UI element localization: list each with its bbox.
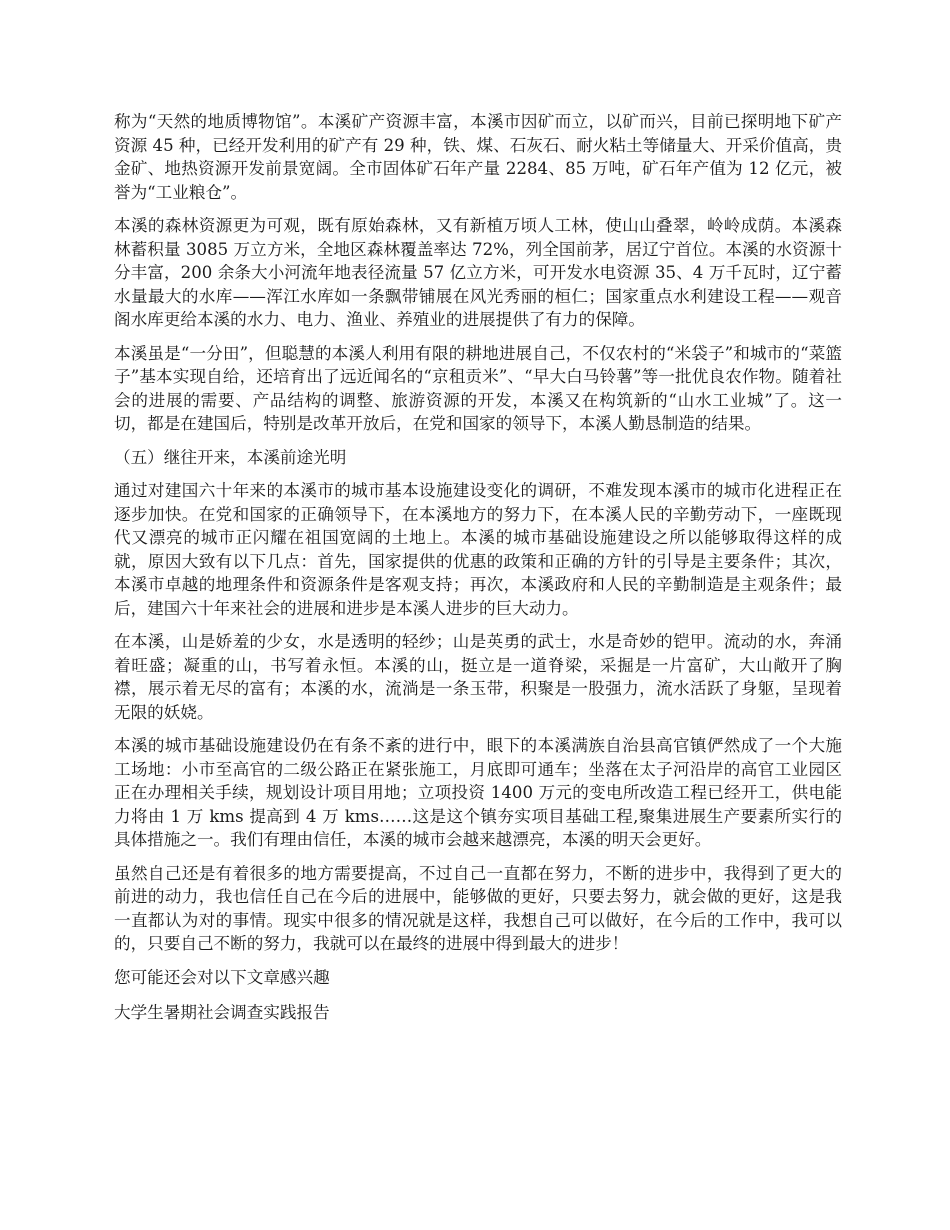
paragraph-urbanization: 通过对建国六十年来的本溪市的城市基本设施建设变化的调研，不难发现本溪市的城市化进程正在逐步加快。在党和国家的正确领导下，在本溪地方的努力下，在本溪人民的辛勤劳动下，一座既现代又漂亮的城市正闪耀在祖国宽阔的土地上。本溪的城市基础设施建设之所以能够取得这样的成就，原因大致有以下几点：首先，国家提供的优惠的政策和正确的方针的引导是主要条件；其次，本溪市卓越的地理条件和资源条件是客观支持；再次，本溪政府和人民的辛勤制造是主观条件；最后，建国六十年来社会的进展和进步是本溪人进步的巨大动力。	[114, 481, 842, 618]
section-heading: （五）继往开来，本溪前途光明	[114, 447, 347, 467]
related-articles-intro: 您可能还会对以下文章感兴趣	[114, 967, 330, 987]
paragraph-forest-water-resources: 本溪的森林资源更为可观，既有原始森林，又有新植万顷人工林，使山山叠翠，岭岭成荫。本溪森林蓄积量 3085 万立方米，全地区森林覆盖率达 72%，列全国前茅，居辽宁首位。本溪的水资源十分丰富，200 余条大小河流年地表径流量 57 亿立方米，可开发水电资源 35、4 万千瓦时，辽宁蓄水量最大的水库——浑江水库如一条飘带铺展在风光秀丽的桓仁；国家重点水利建设工程——观音阁水库更给本溪的水力、电力、渔业、养殖业的进展提供了有力的保障。	[114, 216, 842, 329]
paragraph-construction: 本溪的城市基础设施建设仍在有条不紊的进行中，眼下的本溪满族自治县高官镇俨然成了一个大施工场地：小市至高官的二级公路正在紧张施工，月底即可通车；坐落在太子河沿岸的高官工业园区正在办理相关手续，规划设计项目用地；立项投资 1400 万元的变电所改造工程已经开工，供电能力将由 1 万 kms 提高到 4 万 kms……这是这个镇夯实项目基础工程,聚集进展生产要素所实行的具体措施之一。我们有理由信任，本溪的城市会越来越漂亮，本溪的明天会更好。	[114, 736, 842, 849]
paragraph-personal-reflection: 虽然自己还是有着很多的地方需要提高，不过自己一直都在努力，不断的进步中，我得到了更大的前进的动力，我也信任自己在今后的进展中，能够做的更好，只要去努力，就会做的更好，这是我一直都认为对的事情。现实中很多的情况就是这样，我想自己可以做好，在今后的工作中，我可以的，只要自己不断的努力，我就可以在最终的进展中得到最大的进步！	[114, 863, 842, 953]
paragraph-agriculture: 本溪虽是“一分田”，但聪慧的本溪人利用有限的耕地进展自己，不仅农村的“米袋子”和城市的“菜篮子”基本实现自给，还培育出了远近闻名的“京租贡米”、“早大白马铃薯”等一批优良农作物。随着社会的进展的需要、产品结构的调整、旅游资源的开发，本溪又在构筑新的“山水工业城”了。这一切，都是在建国后，特别是改革开放后，在党和国家的领导下，本溪人勤恳制造的结果。	[114, 343, 842, 433]
document-body	[114, 110, 842, 1037]
paragraph-mountains-water: 在本溪，山是娇羞的少女，水是透明的轻纱；山是英勇的武士，水是奇妙的铠甲。流动的水，奔涌着旺盛；凝重的山，书写着永恒。本溪的山，挺立是一道脊梁，采掘是一片富矿，大山敞开了胸襟，展示着无尽的富有；本溪的水，流淌是一条玉带，积聚是一股强力，流水活跃了身躯，呈现着无限的妖娆。	[114, 632, 842, 722]
related-article-link[interactable]: 大学生暑期社会调查实践报告	[114, 1003, 330, 1022]
paragraph-mineral-resources: 称为“天然的地质博物馆”。本溪矿产资源丰富，本溪市因矿而立，以矿而兴，目前已探明地下矿产资源 45 种，已经开发利用的矿产有 29 种，铁、煤、石灰石、耐火粘土等储量大、开采价值高，贵金矿、地热资源开发前景宽阔。全市固体矿石年产量 2284、85 万吨，矿石年产值为 12 亿元，被誉为“工业粮仓”。	[114, 112, 842, 202]
